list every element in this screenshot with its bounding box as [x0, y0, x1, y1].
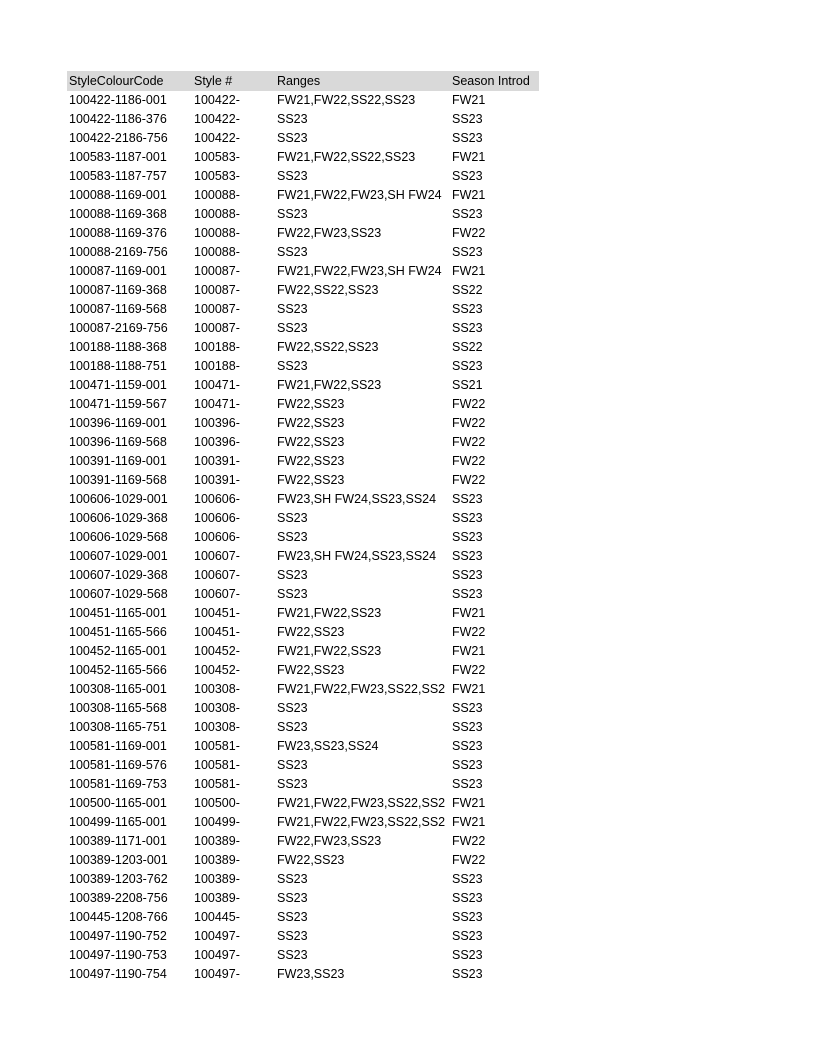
cell-style-colour-code: 100581-1169-001 [69, 739, 167, 753]
cell-style-number: 100088- [194, 245, 240, 259]
cell-season-introduced: SS23 [452, 587, 483, 601]
table-row [67, 395, 539, 414]
table-row [67, 794, 539, 813]
table-row [67, 224, 539, 243]
cell-ranges: SS23 [277, 169, 308, 183]
cell-style-colour-code: 100445-1208-766 [69, 910, 168, 924]
cell-season-introduced: SS23 [452, 872, 483, 886]
table-row [67, 186, 539, 205]
cell-style-number: 100445- [194, 910, 240, 924]
cell-style-number: 100088- [194, 226, 240, 240]
table-row [67, 205, 539, 224]
cell-style-number: 100471- [194, 397, 240, 411]
table-row [67, 528, 539, 547]
cell-style-number: 100422- [194, 131, 240, 145]
table-row [67, 756, 539, 775]
cell-season-introduced: SS23 [452, 207, 483, 221]
cell-style-colour-code: 100452-1165-001 [69, 644, 167, 658]
cell-style-number: 100422- [194, 93, 240, 107]
cell-season-introduced: FW21 [452, 815, 486, 829]
cell-style-colour-code: 100471-1159-567 [69, 397, 167, 411]
cell-style-colour-code: 100087-1169-001 [69, 264, 167, 278]
cell-style-number: 100087- [194, 283, 240, 297]
cell-ranges: FW22,SS23 [277, 454, 345, 468]
cell-season-introduced: FW22 [452, 226, 486, 240]
cell-ranges: SS23 [277, 720, 308, 734]
table-row [67, 357, 539, 376]
cell-season-introduced: FW22 [452, 625, 486, 639]
cell-ranges: FW21,FW22,SS23 [277, 378, 382, 392]
cell-ranges: SS23 [277, 777, 308, 791]
table-row [67, 91, 539, 110]
table-row [67, 433, 539, 452]
cell-style-number: 100471- [194, 378, 240, 392]
table-row [67, 718, 539, 737]
table-row [67, 889, 539, 908]
cell-style-colour-code: 100308-1165-001 [69, 682, 167, 696]
cell-style-colour-code: 100452-1165-566 [69, 663, 167, 677]
cell-ranges: FW23,SS23 [277, 967, 345, 981]
cell-style-colour-code: 100451-1165-001 [69, 606, 167, 620]
cell-season-introduced: FW21 [452, 264, 486, 278]
cell-ranges: SS23 [277, 701, 308, 715]
cell-ranges: SS23 [277, 530, 308, 544]
cell-ranges: SS23 [277, 511, 308, 525]
cell-style-number: 100606- [194, 492, 240, 506]
table-row [67, 965, 539, 984]
cell-style-number: 100606- [194, 530, 240, 544]
cell-ranges: FW23,SH FW24,SS23,SS24 [277, 549, 437, 563]
cell-ranges: SS23 [277, 321, 308, 335]
cell-style-colour-code: 100422-1186-001 [69, 93, 167, 107]
cell-season-introduced: SS23 [452, 891, 483, 905]
cell-style-colour-code: 100606-1029-568 [69, 530, 168, 544]
cell-style-colour-code: 100499-1165-001 [69, 815, 167, 829]
cell-ranges: FW22,SS23 [277, 473, 345, 487]
cell-season-introduced: SS23 [452, 777, 483, 791]
cell-ranges: FW22,SS23 [277, 853, 345, 867]
cell-style-colour-code: 100607-1029-368 [69, 568, 168, 582]
header-season-introduced: Season Introd [452, 74, 530, 88]
cell-ranges: FW23,SH FW24,SS23,SS24 [277, 492, 437, 506]
cell-ranges: FW22,FW23,SS23 [277, 834, 382, 848]
cell-season-introduced: SS23 [452, 245, 483, 259]
cell-style-number: 100087- [194, 321, 240, 335]
cell-season-introduced: SS23 [452, 131, 483, 145]
table-row [67, 908, 539, 927]
cell-ranges: SS23 [277, 929, 308, 943]
cell-season-introduced: FW21 [452, 606, 486, 620]
cell-season-introduced: FW21 [452, 796, 486, 810]
cell-season-introduced: FW22 [452, 397, 486, 411]
cell-style-colour-code: 100497-1190-752 [69, 929, 167, 943]
cell-ranges: FW22,SS23 [277, 625, 345, 639]
cell-style-colour-code: 100497-1190-753 [69, 948, 167, 962]
cell-ranges: SS23 [277, 131, 308, 145]
cell-style-number: 100088- [194, 188, 240, 202]
cell-season-introduced: SS23 [452, 492, 483, 506]
cell-style-colour-code: 100389-2208-756 [69, 891, 168, 905]
cell-style-colour-code: 100396-1169-001 [69, 416, 167, 430]
cell-style-colour-code: 100389-1171-001 [69, 834, 167, 848]
table-row [67, 376, 539, 395]
cell-season-introduced: SS23 [452, 302, 483, 316]
cell-style-colour-code: 100396-1169-568 [69, 435, 167, 449]
table-row [67, 490, 539, 509]
cell-style-number: 100606- [194, 511, 240, 525]
table-row [67, 927, 539, 946]
cell-ranges: FW21,FW22,SS23 [277, 606, 382, 620]
table-row [67, 319, 539, 338]
cell-style-colour-code: 100308-1165-751 [69, 720, 167, 734]
cell-season-introduced: SS23 [452, 910, 483, 924]
cell-season-introduced: FW21 [452, 150, 486, 164]
cell-style-colour-code: 100188-1188-368 [69, 340, 167, 354]
cell-ranges: FW22,SS23 [277, 435, 345, 449]
cell-season-introduced: FW22 [452, 435, 486, 449]
table-row [67, 167, 539, 186]
cell-season-introduced: FW21 [452, 682, 486, 696]
cell-style-number: 100308- [194, 720, 240, 734]
cell-style-colour-code: 100088-1169-368 [69, 207, 167, 221]
cell-style-number: 100396- [194, 416, 240, 430]
cell-style-colour-code: 100500-1165-001 [69, 796, 167, 810]
cell-style-colour-code: 100607-1029-001 [69, 549, 168, 563]
table-row [67, 110, 539, 129]
cell-style-colour-code: 100087-1169-368 [69, 283, 167, 297]
cell-season-introduced: SS23 [452, 169, 483, 183]
cell-ranges: SS23 [277, 245, 308, 259]
cell-style-colour-code: 100583-1187-001 [69, 150, 167, 164]
cell-season-introduced: SS23 [452, 530, 483, 544]
cell-ranges: FW21,FW22,FW23,SH FW24 [277, 188, 442, 202]
cell-style-colour-code: 100606-1029-368 [69, 511, 168, 525]
cell-season-introduced: SS23 [452, 948, 483, 962]
cell-style-number: 100188- [194, 340, 240, 354]
table-row [67, 414, 539, 433]
table-row [67, 566, 539, 585]
cell-season-introduced: SS23 [452, 112, 483, 126]
table-row [67, 129, 539, 148]
cell-season-introduced: SS23 [452, 929, 483, 943]
cell-style-number: 100391- [194, 454, 240, 468]
table-row [67, 623, 539, 642]
cell-ranges: FW21,FW22,SS22,SS23 [277, 150, 416, 164]
cell-style-number: 100583- [194, 169, 240, 183]
cell-ranges: SS23 [277, 587, 308, 601]
cell-style-number: 100389- [194, 834, 240, 848]
cell-ranges: FW22,SS22,SS23 [277, 340, 379, 354]
table-row [67, 870, 539, 889]
cell-style-colour-code: 100607-1029-568 [69, 587, 168, 601]
cell-ranges: FW22,SS23 [277, 397, 345, 411]
cell-season-introduced: SS23 [452, 321, 483, 335]
cell-ranges: FW23,SS23,SS24 [277, 739, 379, 753]
cell-style-number: 100500- [194, 796, 240, 810]
cell-style-number: 100389- [194, 891, 240, 905]
cell-style-colour-code: 100391-1169-568 [69, 473, 167, 487]
cell-ranges: SS23 [277, 359, 308, 373]
cell-style-colour-code: 100088-2169-756 [69, 245, 168, 259]
cell-style-number: 100396- [194, 435, 240, 449]
cell-style-number: 100607- [194, 587, 240, 601]
table-body [67, 91, 539, 984]
cell-style-number: 100497- [194, 948, 240, 962]
table-row [67, 300, 539, 319]
cell-ranges: FW21,FW22,SS22,SS23 [277, 93, 416, 107]
spreadsheet-table [67, 71, 539, 984]
cell-style-colour-code: 100088-1169-001 [69, 188, 167, 202]
cell-style-number: 100087- [194, 302, 240, 316]
cell-style-number: 100451- [194, 606, 240, 620]
cell-season-introduced: FW21 [452, 644, 486, 658]
cell-ranges: SS23 [277, 872, 308, 886]
table-row [67, 547, 539, 566]
cell-season-introduced: FW22 [452, 853, 486, 867]
cell-season-introduced: SS23 [452, 739, 483, 753]
cell-ranges: SS23 [277, 948, 308, 962]
cell-style-number: 100497- [194, 967, 240, 981]
cell-style-colour-code: 100087-2169-756 [69, 321, 168, 335]
cell-style-number: 100607- [194, 568, 240, 582]
cell-ranges: FW22,SS23 [277, 663, 345, 677]
cell-style-colour-code: 100389-1203-762 [69, 872, 168, 886]
cell-season-introduced: SS23 [452, 549, 483, 563]
cell-season-introduced: FW22 [452, 473, 486, 487]
cell-season-introduced: SS23 [452, 701, 483, 715]
cell-style-colour-code: 100581-1169-576 [69, 758, 167, 772]
cell-style-number: 100452- [194, 644, 240, 658]
cell-style-number: 100188- [194, 359, 240, 373]
cell-style-number: 100581- [194, 739, 240, 753]
cell-season-introduced: SS21 [452, 378, 483, 392]
cell-season-introduced: FW22 [452, 834, 486, 848]
cell-ranges: SS23 [277, 207, 308, 221]
cell-season-introduced: SS22 [452, 283, 483, 297]
cell-ranges: FW22,SS23 [277, 416, 345, 430]
cell-ranges: SS23 [277, 302, 308, 316]
cell-season-introduced: FW21 [452, 188, 486, 202]
cell-style-colour-code: 100451-1165-566 [69, 625, 167, 639]
cell-ranges: SS23 [277, 112, 308, 126]
cell-season-introduced: SS23 [452, 511, 483, 525]
cell-style-colour-code: 100188-1188-751 [69, 359, 167, 373]
cell-season-introduced: FW22 [452, 454, 486, 468]
cell-style-number: 100087- [194, 264, 240, 278]
table-row [67, 851, 539, 870]
table-row [67, 509, 539, 528]
cell-ranges: SS23 [277, 758, 308, 772]
cell-season-introduced: SS23 [452, 359, 483, 373]
cell-season-introduced: FW21 [452, 93, 486, 107]
cell-ranges: FW21,FW22,FW23,SS22,SS2 [277, 815, 446, 829]
cell-style-number: 100391- [194, 473, 240, 487]
cell-style-number: 100581- [194, 777, 240, 791]
table-row [67, 471, 539, 490]
cell-ranges: SS23 [277, 568, 308, 582]
cell-style-number: 100451- [194, 625, 240, 639]
cell-style-colour-code: 100497-1190-754 [69, 967, 167, 981]
table-row [67, 680, 539, 699]
cell-style-colour-code: 100087-1169-568 [69, 302, 167, 316]
table-row [67, 604, 539, 623]
table-row [67, 452, 539, 471]
cell-season-introduced: SS23 [452, 720, 483, 734]
cell-style-colour-code: 100422-2186-756 [69, 131, 168, 145]
header-style-colour-code: StyleColourCode [69, 74, 164, 88]
cell-season-introduced: FW22 [452, 663, 486, 677]
cell-style-colour-code: 100389-1203-001 [69, 853, 168, 867]
table-row [67, 813, 539, 832]
cell-ranges: SS23 [277, 891, 308, 905]
cell-ranges: FW21,FW22,SS23 [277, 644, 382, 658]
cell-style-colour-code: 100581-1169-753 [69, 777, 167, 791]
cell-season-introduced: SS23 [452, 568, 483, 582]
cell-ranges: FW21,FW22,FW23,SH FW24 [277, 264, 442, 278]
cell-ranges: FW21,FW22,FW23,SS22,SS2 [277, 682, 446, 696]
cell-style-number: 100581- [194, 758, 240, 772]
cell-style-number: 100308- [194, 701, 240, 715]
cell-style-number: 100389- [194, 872, 240, 886]
cell-season-introduced: SS23 [452, 967, 483, 981]
table-row [67, 737, 539, 756]
table-row [67, 243, 539, 262]
cell-season-introduced: FW22 [452, 416, 486, 430]
header-style-number: Style # [194, 74, 233, 88]
table-row [67, 661, 539, 680]
cell-ranges: FW21,FW22,FW23,SS22,SS2 [277, 796, 446, 810]
cell-season-introduced: SS22 [452, 340, 483, 354]
cell-style-colour-code: 100088-1169-376 [69, 226, 167, 240]
cell-style-colour-code: 100471-1159-001 [69, 378, 167, 392]
table-row [67, 832, 539, 851]
table-row [67, 262, 539, 281]
table-row [67, 699, 539, 718]
table-row [67, 148, 539, 167]
cell-ranges: FW22,FW23,SS23 [277, 226, 382, 240]
cell-style-colour-code: 100308-1165-568 [69, 701, 167, 715]
header-ranges: Ranges [277, 74, 321, 88]
cell-ranges: SS23 [277, 910, 308, 924]
table-row [67, 281, 539, 300]
table-row [67, 946, 539, 965]
header-row [67, 71, 539, 91]
cell-style-number: 100308- [194, 682, 240, 696]
cell-style-number: 100583- [194, 150, 240, 164]
cell-style-number: 100389- [194, 853, 240, 867]
cell-ranges: FW22,SS22,SS23 [277, 283, 379, 297]
cell-style-number: 100497- [194, 929, 240, 943]
cell-style-number: 100422- [194, 112, 240, 126]
table-row [67, 585, 539, 604]
cell-style-number: 100607- [194, 549, 240, 563]
cell-style-number: 100088- [194, 207, 240, 221]
cell-style-colour-code: 100583-1187-757 [69, 169, 167, 183]
table-row [67, 642, 539, 661]
cell-style-number: 100452- [194, 663, 240, 677]
cell-season-introduced: SS23 [452, 758, 483, 772]
cell-style-colour-code: 100606-1029-001 [69, 492, 168, 506]
cell-style-colour-code: 100391-1169-001 [69, 454, 167, 468]
cell-style-number: 100499- [194, 815, 240, 829]
table-row [67, 338, 539, 357]
cell-style-colour-code: 100422-1186-376 [69, 112, 167, 126]
table-row [67, 775, 539, 794]
